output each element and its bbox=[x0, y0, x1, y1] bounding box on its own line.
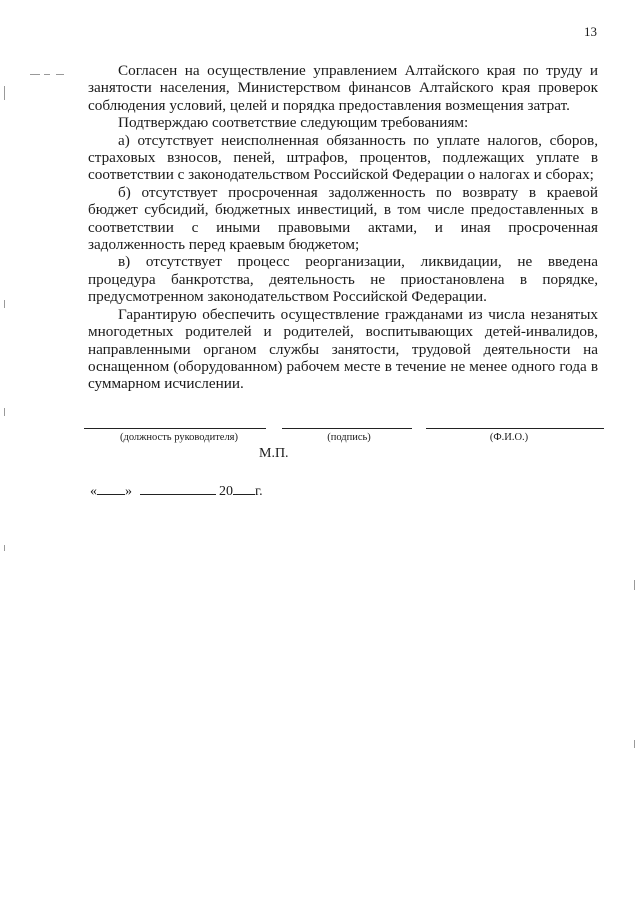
month-blank bbox=[140, 480, 216, 495]
left-margin-dash bbox=[56, 74, 64, 75]
left-margin-dash bbox=[30, 74, 40, 75]
requirement-a: а) отсутствует неисполненная обязанность по уплате налогов, сборов, страховых взносов, пеней, штрафов, процентов, подлежащих уплате в соответствии с законодательством Российской Федерации о налогах и сборах; bbox=[88, 131, 598, 184]
left-margin-tick bbox=[4, 408, 5, 416]
year-prefix: 20 bbox=[219, 484, 233, 499]
signature-line bbox=[282, 428, 412, 429]
signature-row bbox=[84, 428, 604, 448]
date-close-quote: » bbox=[125, 484, 132, 499]
left-margin-dash bbox=[44, 74, 50, 75]
left-margin-tick bbox=[4, 86, 5, 100]
requirement-b: б) отсутствует просроченная задолженность по возврату в краевой бюджет субсидий, бюджетных инвестиций, в том числе предоставленных в соответствии с иными правовыми актами, и иная просроченная задолженность перед краевым бюджетом; bbox=[88, 183, 598, 254]
name-line bbox=[426, 428, 604, 429]
right-margin-tick bbox=[634, 580, 635, 590]
name-caption: (Ф.И.О.) bbox=[489, 432, 529, 443]
day-blank bbox=[97, 480, 125, 495]
left-margin-tick bbox=[4, 545, 5, 551]
position-line bbox=[84, 428, 266, 429]
position-caption: (должность руководителя) bbox=[119, 432, 239, 443]
page-number: 13 bbox=[584, 24, 597, 39]
date-line bbox=[90, 480, 263, 500]
signature-caption: (подпись) bbox=[327, 432, 371, 443]
requirements-intro: Подтверждаю соответствие следующим требованиям: bbox=[118, 114, 469, 132]
stamp-label: М.П. bbox=[259, 446, 289, 461]
consent-paragraph: Согласен на осуществление управлением Алтайского края по труду и занятости населения, Министерством финансов Алтайского края проверок соблюдения условий, целей и порядка предоставления возмещения затрат. bbox=[88, 62, 598, 114]
guarantee-paragraph: Гарантирую обеспечить осуществление гражданами из числа незанятых многодетных родителей и родителей, воспитывающих детей-инвалидов, направленными органом службы занятости, трудовой деятельности на оснащенном (оборудованном) рабочем месте в течение не менее одного года в суммарном исчислении. bbox=[88, 305, 598, 393]
year-suffix: г. bbox=[255, 484, 263, 499]
date-open-quote: « bbox=[90, 484, 97, 499]
requirement-c: в) отсутствует процесс реорганизации, ликвидации, не введена процедура банкротства, деятельность не приостановлена в порядке, предусмотренном законодательством Российской Федерации. bbox=[88, 253, 598, 306]
right-margin-tick bbox=[634, 740, 635, 748]
year-blank bbox=[233, 480, 255, 495]
left-margin-tick bbox=[4, 300, 5, 308]
document-body bbox=[88, 62, 598, 393]
